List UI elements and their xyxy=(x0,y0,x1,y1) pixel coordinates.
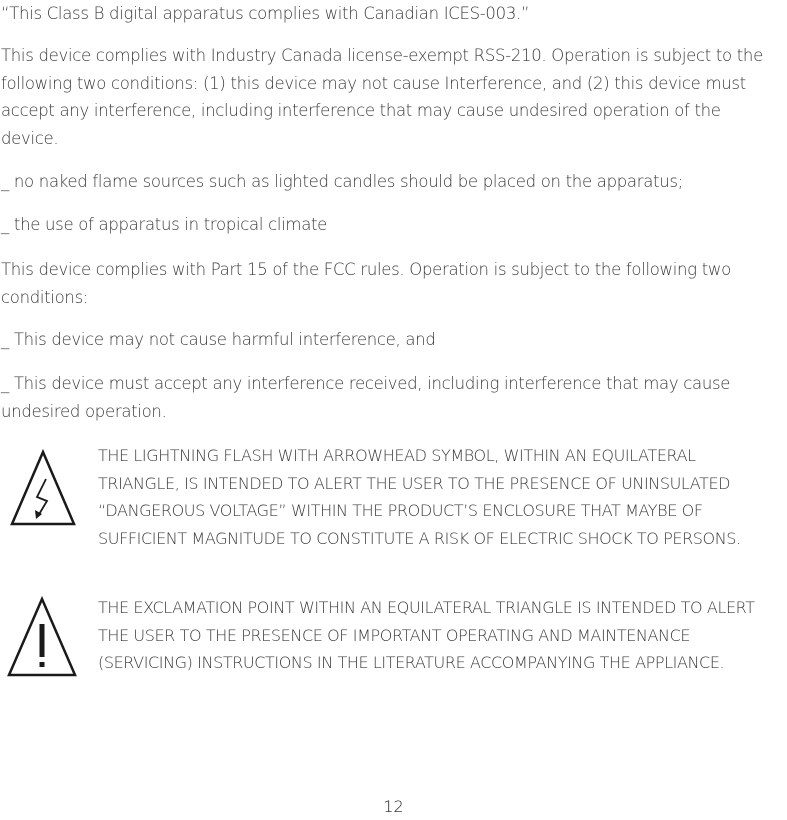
ices-compliance-statement: “This Class B digital apparatus complies with Canadian ICES-003.” xyxy=(1,4,530,23)
flame-warning-item: _ no naked flame sources such as lighted candles should be placed on the apparatus; xyxy=(1,172,683,191)
exclamation-warning-text: THE EXCLAMATION POINT WITHIN AN EQUILATERAL TRIANGLE IS INTENDED TO ALERT THE USER TO THE PRESENCE OF IMPORTANT OPERATING AND MAINTENANCE (SERVICING) INSTRUCTIONS IN THE LITERATURE ACCOMPANYING THE APPLIANCE. xyxy=(98,598,755,672)
fcc-condition-1: _ This device may not cause harmful interference, and xyxy=(1,330,436,349)
industry-canada-statement: This device complies with Industry Canada license-exempt RSS-210. Operation is subject to the following two conditions: (1) this device may not cause Interference, and (2) this device must accept any interference, including interference that may cause undesired operation of the device. xyxy=(1,46,763,148)
lightning-warning-text: THE LIGHTNING FLASH WITH ARROWHEAD SYMBOL, WITHIN AN EQUILATERAL TRIANGLE, IS INTENDED TO ALERT THE USER TO THE PRESENCE OF UNINSULATED “DANGEROUS VOLTAGE” WITHIN THE PRODUCT’S ENCLOSURE THAT MAYBE OF SUFFICIENT MAGNITUDE TO CONSTITUTE A RISK OF ELECTRIC SHOCK TO PERSONS. xyxy=(98,446,741,548)
tropical-climate-item: _ the use of apparatus in tropical climate xyxy=(1,215,328,234)
fcc-condition-2: _ This device must accept any interference received, including interference that may cause undesired operation. xyxy=(1,374,731,421)
page-number: 12 xyxy=(383,797,404,816)
fcc-compliance-statement: This device complies with Part 15 of the FCC rules. Operation is subject to the following two conditions: xyxy=(1,260,731,307)
lightning-triangle-icon xyxy=(9,449,77,527)
exclamation-triangle-icon xyxy=(6,596,78,678)
